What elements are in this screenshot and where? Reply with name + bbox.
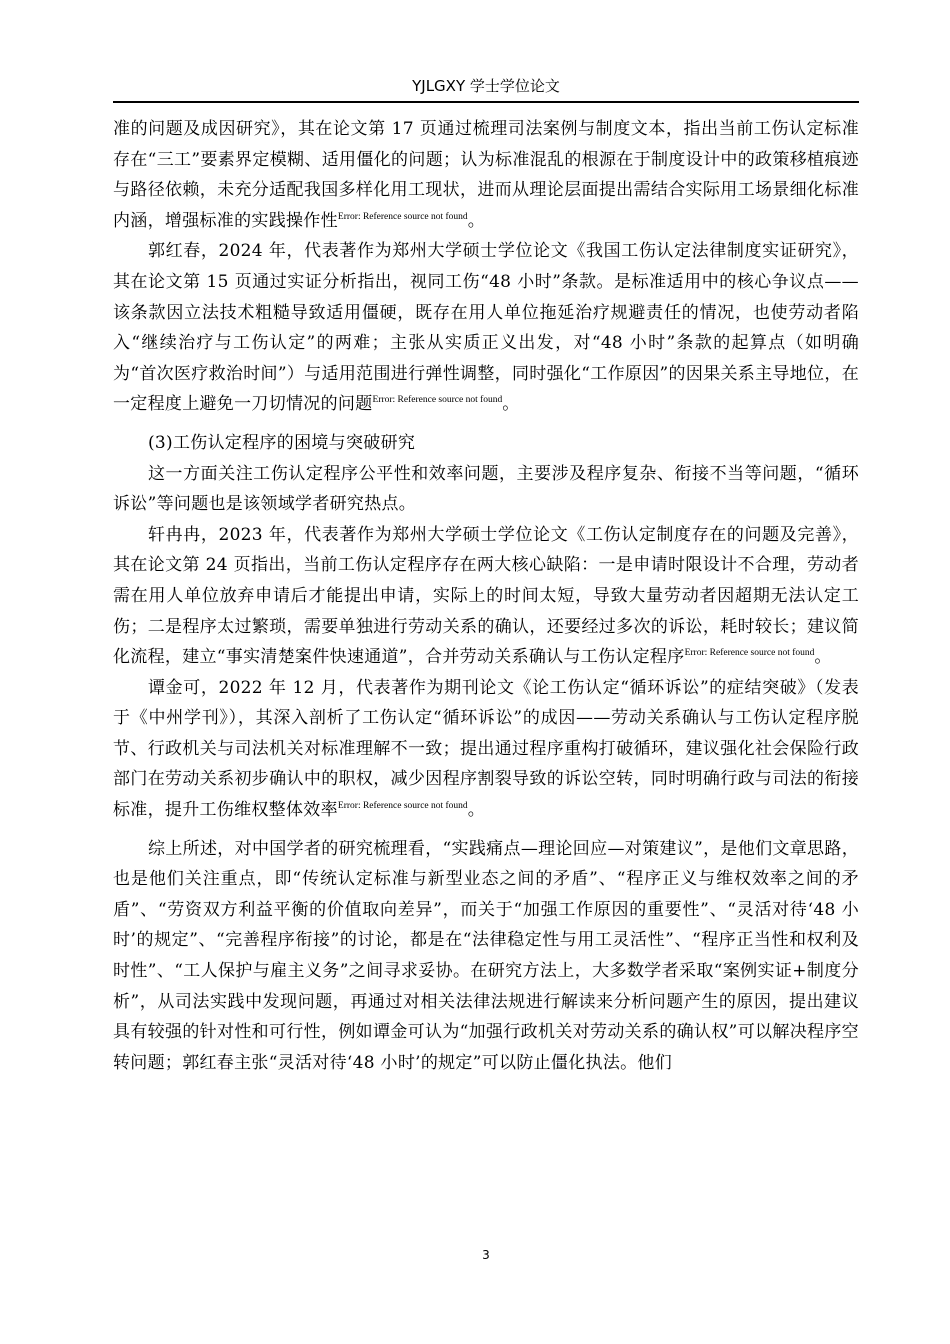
paragraph-6 (113, 834, 859, 1079)
paragraph-text: 谭金可，2022 年 12 月，代表著作为期刊论文《论工伤认定“循环诉讼”的症结突破》（发表于《中州学刊》），其深入剖析了工伤认定“循环诉讼”的成因——劳动关系确认与工伤认定程序脱节、行政机关与司法机关对标准理解不一致；提出通过程序重构打破循环，建议强化社会保险行政部门在劳动关系初步确认中的职权，减少因程序割裂导致的诉讼空转，同时明确行政与司法的衔接标准，提升工伤维权整体效率 (113, 677, 859, 821)
heading-text: (3)工伤认定程序的困境与突破研究 (148, 432, 416, 453)
paragraph-end: 。 (467, 800, 485, 821)
paragraph-3 (113, 459, 859, 520)
paragraph-1 (113, 114, 859, 236)
paragraph-text: 这一方面关注工伤认定程序公平性和效率问题，主要涉及程序复杂、衔接不当等问题，“循环诉讼”等问题也是该领域学者研究热点。 (113, 463, 859, 515)
paragraph-end: 。 (467, 210, 485, 231)
reference-error: Error: Reference source not found (337, 801, 468, 812)
paragraph-text: 准的问题及成因研究》，其在论文第 17 页通过梳理司法案例与制度文本，指出当前工伤认定标准存在“三工”要素界定模糊、适用僵化的问题；认为标准混乱的根源在于制度设计中的政策移植痕迹与路径依赖，未充分适配我国多样化用工现状，进而从理论层面提出需结合实际用工场景细化标准内涵，增强标准的实践操作性 (113, 119, 859, 231)
page-header: YJLGXY 学士学位论文 (412, 77, 560, 95)
paragraph-text: 轩冉冉，2023 年，代表著作为郑州大学硕士学位论文《工伤认定制度存在的问题及完善》，其在论文第 24 页指出，当前工伤认定程序存在两大核心缺陷：一是申请时限设计不合理，劳动者需在用人单位放弃申请后才能提出申请，实际上的时间太短，导致大量劳动者因超期无法认定工伤；二是程序太过繁琐，需要单独进行劳动关系的确认，还要经过多次的诉讼，耗时较长；建议简化流程，建立“事实清楚案件快速通道”，合并劳动关系确认与工伤认定程序 (113, 524, 859, 668)
document-body (113, 114, 859, 1078)
reference-error: Error: Reference source not found (372, 395, 503, 406)
paragraph-4 (113, 520, 859, 673)
section-heading (113, 428, 859, 459)
paragraph-end: 。 (502, 394, 520, 415)
paragraph-text: 郭红春，2024 年，代表著作为郑州大学硕士学位论文《我国工伤认定法律制度实证研究》，其在论文第 15 页通过实证分析指出，视同工伤“48 小时”条款。是标准适用中的核心争议点——该条款因立法技术粗糙导致适用僵硬，既存在用人单位拖延治疗规避责任的情况，也使劳动者陷入“继续治疗与工伤认定”的两难；主张从实质正义出发，对“48 小时”条款的起算点（如明确为“首次医疗救治时间”）与适用范围进行弹性调整，同时强化“工作原因”的因果关系主导地位，在一定程度上避免一刀切情况的问题 (113, 241, 859, 415)
paragraph-5 (113, 673, 859, 826)
header-divider (113, 101, 859, 103)
paragraph-text: 综上所述，对中国学者的研究梳理看，“实践痛点—理论回应—对策建议”，是他们文章思路，也是他们关注重点，即“传统认定标准与新型业态之间的矛盾”、“程序正义与维权效率之间的矛盾”、“劳资双方利益平衡的价值取向差异”，而关于“加强工作原因的重要性”、“灵活对待‘48 小时’的规定”、“完善程序衔接”的讨论，都是在“法律稳定性与用工灵活性”、“程序正当性和权利及时性”、“工人保护与雇主义务”之间寻求妥协。在研究方法上，大多数学者采取“案例实证+制度分析”，从司法实践中发现问题，再通过对相关法律法规进行解读来分析问题产生的原因，提出建议具有较强的针对性和可行性，例如谭金可认为“加强行政机关对劳动关系的确认权”可以解决程序空转问题；郭红春主张“灵活对待‘48 小时’的规定”可以防止僵化执法。他们 (113, 838, 859, 1073)
reference-error: Error: Reference source not found (684, 648, 815, 659)
paragraph-end: 。 (814, 647, 832, 668)
paragraph-2 (113, 236, 859, 420)
reference-error: Error: Reference source not found (337, 211, 468, 222)
page-number: 3 (482, 1248, 490, 1262)
